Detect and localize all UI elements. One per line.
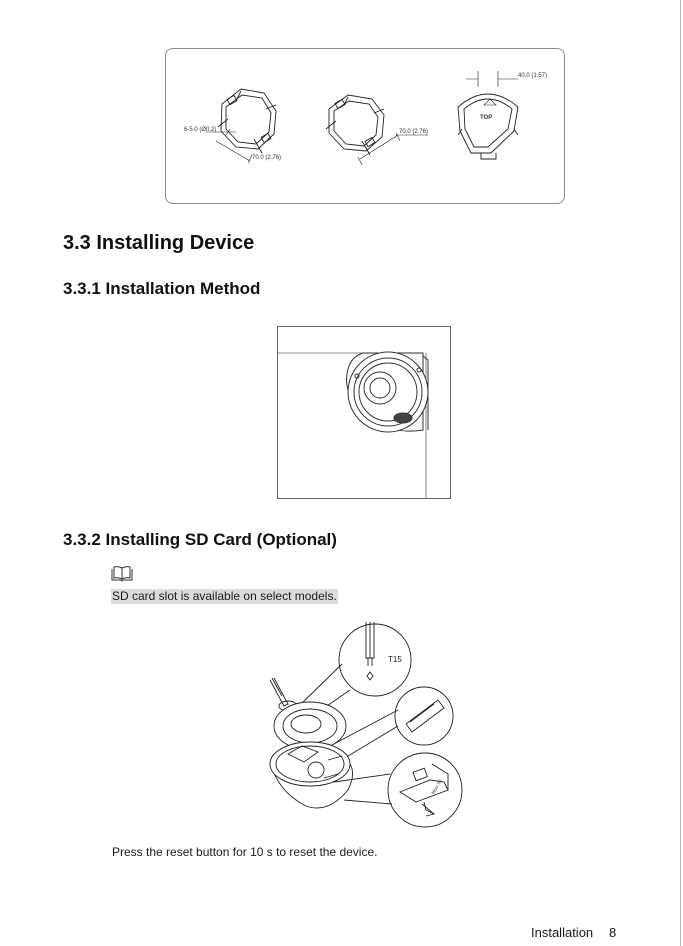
bracket-left [206, 89, 276, 163]
top-label: TOP [480, 115, 493, 121]
camera-wall-corner [347, 352, 428, 432]
footer-page-number: 8 [609, 925, 617, 940]
card-callout [395, 687, 453, 745]
card-label: Micro SD [430, 778, 443, 795]
slot-callout [388, 753, 462, 827]
book-icon [111, 566, 133, 582]
note-text: SD card slot is available on select models. [112, 589, 337, 603]
left-dim-a-label: 6-5.0 (Ø0.2) [184, 127, 217, 133]
screw-label: T15 [388, 655, 402, 664]
reset-instruction: Press the reset button for 10 s to reset the device. [112, 845, 378, 859]
middle-dim-label: 70.0 (2.76) [399, 129, 429, 135]
right-dim-label: 40.0 (1.57) [518, 73, 548, 79]
sd-card-installation-figure [258, 614, 473, 832]
left-dim-b-label: 70.0 (2.76) [252, 155, 282, 161]
section-heading-installing-sd-card: 3.3.2 Installing SD Card (Optional) [63, 530, 337, 549]
section-heading-installing-device: 3.3 Installing Device [63, 232, 255, 254]
installation-method-figure [277, 326, 452, 501]
bracket-dimension-figure [165, 48, 565, 204]
footer-section-label: Installation [531, 925, 594, 940]
bracket-drawings [166, 49, 564, 203]
section-heading-installation-method: 3.3.1 Installation Method [63, 279, 261, 298]
page-edge [680, 0, 681, 946]
